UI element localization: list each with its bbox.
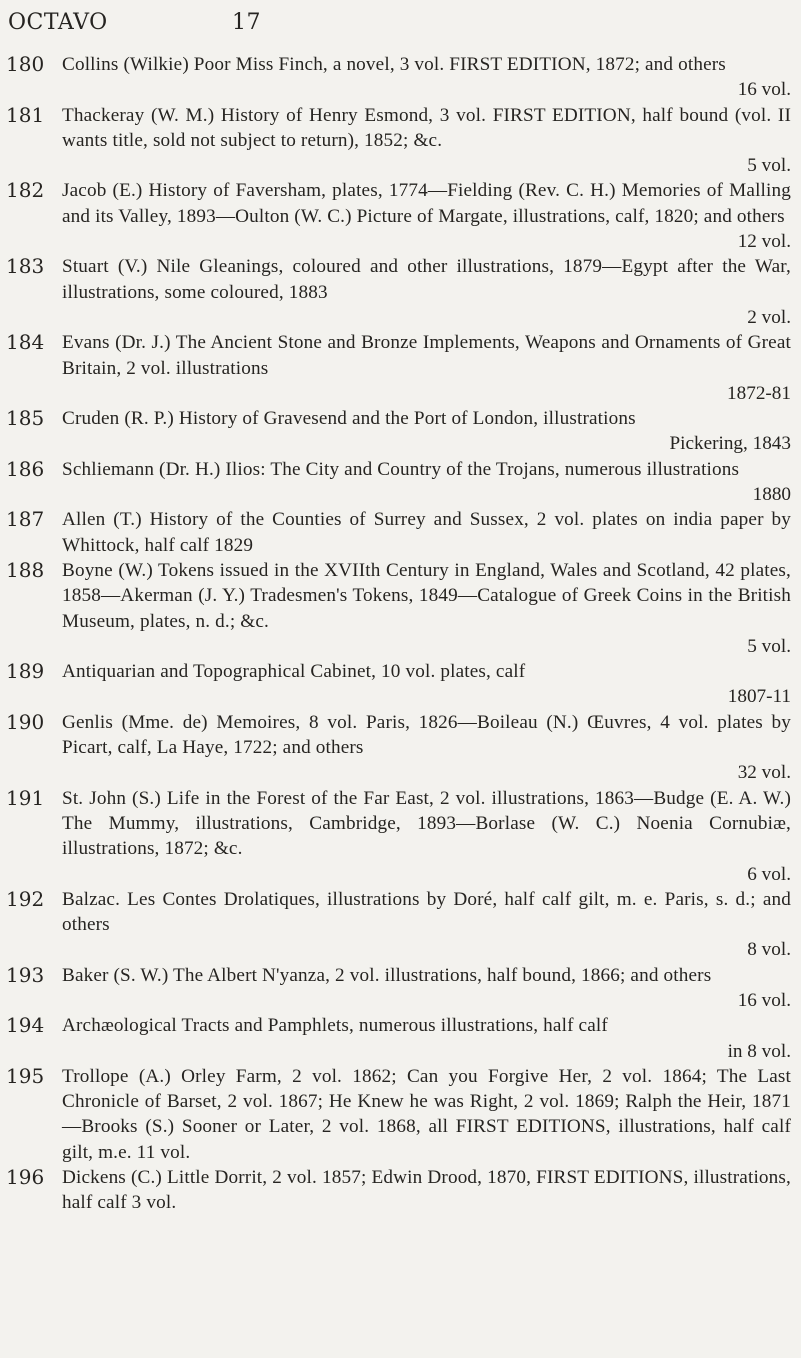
lot-number: 189	[6, 659, 45, 684]
page-header	[0, 6, 801, 40]
lot-entry	[0, 1064, 801, 1165]
lot-number: 194	[6, 1013, 45, 1038]
lot-entry	[0, 1165, 801, 1216]
lot-number: 192	[6, 886, 45, 911]
lot-quantity: 12 vol.	[737, 231, 791, 253]
lot-description: Jacob (E.) History of Faversham, plates, 1774—Fielding (Rev. C. H.) Memories of Malling and its Valley, 1893—Oulton (W. C.) Picture of Margate, illustrations, calf, 1820; and others	[62, 180, 791, 227]
lot-number: 181	[6, 102, 45, 127]
lot-quantity: in 8 vol.	[727, 1040, 791, 1062]
lot-number: 190	[6, 709, 45, 734]
lot-description: Archæological Tracts and Pamphlets, numerous illustrations, half calf	[62, 1015, 608, 1037]
lot-number: 195	[6, 1063, 45, 1088]
lot-entry	[0, 330, 801, 406]
lot-number: 182	[6, 178, 45, 203]
lot-number: 186	[6, 456, 45, 481]
lot-number: 185	[6, 406, 45, 431]
lot-number: 188	[6, 557, 45, 582]
lot-description: Antiquarian and Topographical Cabinet, 10 vol. plates, calf	[62, 661, 526, 683]
lot-quantity: 16 vol.	[737, 989, 791, 1011]
lot-entry	[0, 963, 801, 1014]
lot-entry	[0, 178, 801, 254]
lot-quantity: 32 vol.	[737, 762, 791, 784]
lot-description: Allen (T.) History of the Counties of Surrey and Sussex, 2 vol. plates on india paper by Whittock, half calf 1829	[62, 509, 791, 556]
lot-quantity: 1880	[752, 484, 791, 506]
lot-entry	[0, 103, 801, 179]
lot-quantity: 5 vol.	[747, 155, 791, 177]
lot-description: Cruden (R. P.) History of Gravesend and the Port of London, illustrations	[62, 408, 636, 430]
lot-description: Boyne (W.) Tokens issued in the XVIIth Century in England, Wales and Scotland, 42 plates, 1858—Akerman (J. Y.) Tradesmen's Tokens, 1849—Catalogue of Greek Coins in the British Museum, plates, n. d.; &c.	[62, 559, 791, 632]
lot-number: 191	[6, 785, 45, 810]
lot-number: 196	[6, 1165, 45, 1190]
lot-entry	[0, 507, 801, 558]
lot-quantity: 6 vol.	[747, 863, 791, 885]
lot-quantity: 16 vol.	[737, 79, 791, 101]
lot-entry	[0, 406, 801, 457]
page-number: 17	[232, 10, 261, 35]
lot-description: Dickens (C.) Little Dorrit, 2 vol. 1857; Edwin Drood, 1870, FIRST EDITIONS, illustrations, half calf 3 vol.	[62, 1167, 791, 1214]
lot-number: 193	[6, 962, 45, 987]
lot-entry	[0, 254, 801, 330]
lot-entry	[0, 710, 801, 786]
lot-entry	[0, 887, 801, 963]
lot-number: 180	[6, 52, 45, 76]
lot-entry	[0, 1013, 801, 1064]
lot-quantity: 1807-11	[727, 686, 791, 708]
lot-quantity: 2 vol.	[747, 306, 791, 328]
lot-description: Trollope (A.) Orley Farm, 2 vol. 1862; Can you Forgive Her, 2 vol. 1864; The Last Chronicle of Barset, 2 vol. 1867; He Knew he was Right, 2 vol. 1869; Ralph the Heir, 1871—Brooks (S.) Sooner or Later, 2 vol. 1868, all FIRST EDITIONS, illustrations, half calf gilt, m.e. 11 vol.	[62, 1065, 791, 1163]
lot-entry	[0, 457, 801, 508]
lot-description: Schliemann (Dr. H.) Ilios: The City and Country of the Trojans, numerous illustrations	[62, 458, 740, 480]
lot-quantity: 8 vol.	[747, 939, 791, 961]
lot-number: 187	[6, 507, 45, 532]
lot-entry	[0, 558, 801, 659]
lot-entry	[0, 786, 801, 887]
lot-description: St. John (S.) Life in the Forest of the Far East, 2 vol. illustrations, 1863—Budge (E. A. W.) The Mummy, illustrations, Cambridge, 1893—Borlase (W. C.) Noenia Cornubiæ, illustrations, 1872; &c.	[62, 787, 791, 860]
lot-list	[0, 52, 801, 1216]
lot-entry	[0, 659, 801, 710]
lot-number: 183	[6, 254, 45, 279]
lot-description: Thackeray (W. M.) History of Henry Esmond, 3 vol. FIRST EDITION, half bound (vol. II wants title, sold not subject to return), 1852; &c.	[62, 104, 791, 151]
lot-description: Genlis (Mme. de) Memoires, 8 vol. Paris, 1826—Boileau (N.) Œuvres, 4 vol. plates by Picart, calf, La Haye, 1722; and others	[62, 711, 791, 759]
lot-quantity: 1872-81	[727, 382, 791, 404]
lot-description: Balzac. Les Contes Drolatiques, illustrations by Doré, half calf gilt, m. e. Paris, s. d.; and others	[62, 888, 791, 936]
lot-description: Collins (Wilkie) Poor Miss Finch, a novel, 3 vol. FIRST EDITION, 1872; and others	[62, 54, 726, 75]
lot-description: Baker (S. W.) The Albert N'yanza, 2 vol. illustrations, half bound, 1866; and others	[62, 964, 712, 986]
lot-quantity: 5 vol.	[747, 635, 791, 657]
lot-number: 184	[6, 330, 45, 355]
lot-quantity: Pickering, 1843	[669, 433, 791, 455]
lot-entry	[0, 52, 801, 103]
lot-description: Evans (Dr. J.) The Ancient Stone and Bronze Implements, Weapons and Ornaments of Great Britain, 2 vol. illustrations	[62, 332, 791, 379]
lot-description: Stuart (V.) Nile Gleanings, coloured and other illustrations, 1879—Egypt after the War, illustrations, some coloured, 1883	[62, 256, 791, 303]
section-title: OCTAVO	[8, 10, 108, 35]
